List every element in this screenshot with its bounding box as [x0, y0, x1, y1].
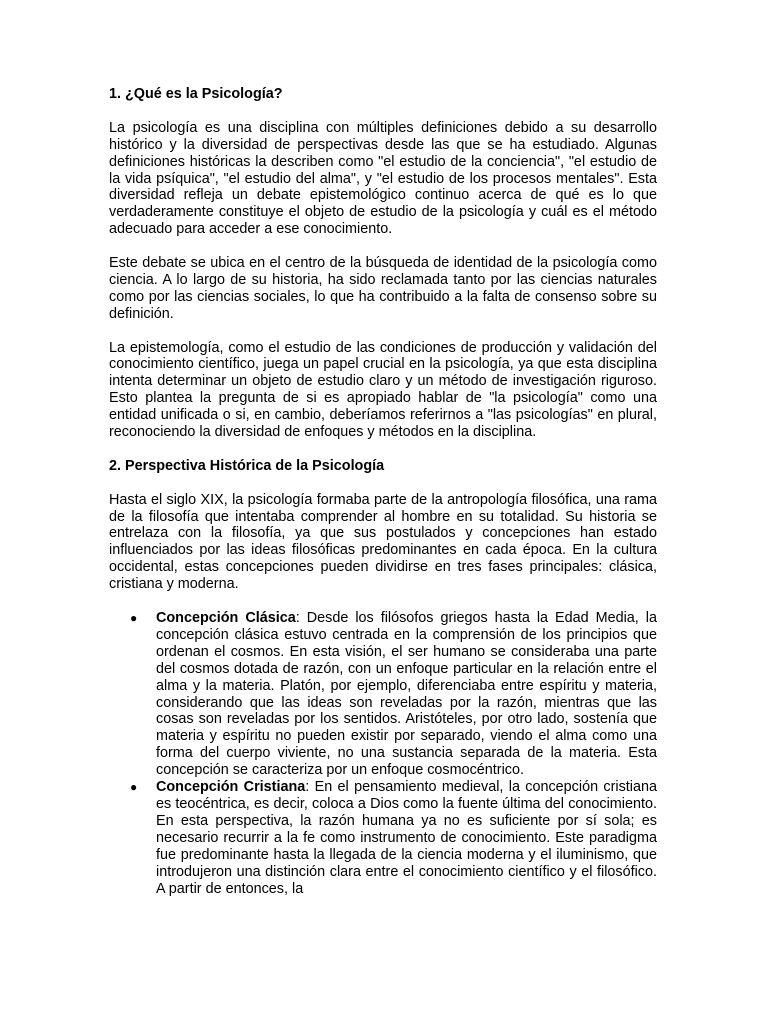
spacer: [109, 103, 657, 120]
section-2-heading: 2. Perspectiva Histórica de la Psicología: [109, 457, 385, 474]
section-1-paragraph-3: La epistemología, como el estudio de las condiciones de producción y validación del conocimiento científico, juega un papel crucial en la psicología, ya que esta disciplina intenta determinar un objeto de estudio claro y un método de investigación riguroso. Esto plantea la pregunta de si es apropiado hablar de "la psicología" como una entidad unificada o si, en cambio, deberíamos referirnos a "las psicologías" en plural, reconociendo la diversidad de enfoques y métodos en la disciplina.: [109, 339, 657, 441]
phases-list: [109, 610, 657, 897]
bullet-icon: ●: [130, 780, 138, 795]
section-2-paragraph-1: Hasta el siglo XIX, la psicología formaba parte de la antropología filosófica, una rama de la filosofía que intentaba comprender al hombre en su totalidad. Su historia se entrelaza con la filosofía, ya que sus postulados y concepciones han estado influenciados por las ideas filosóficas predominantes en cada época. En la cultura occidental, estas concepciones pueden dividirse en tres fases principales: clásica, cristiana y moderna.: [109, 491, 657, 593]
document-page: [109, 86, 657, 897]
list-item-term: Concepción Cristiana: [156, 779, 306, 796]
spacer: [109, 593, 657, 610]
section-1-paragraph-1: La psicología es una disciplina con múltiples definiciones debido a su desarrollo histórico y la diversidad de perspectivas desde las que se ha estudiado. Algunas definiciones históricas la describen como "el estudio de la conciencia", "el estudio de la vida psíquica", "el estudio del alma", y "el estudio de los procesos mentales". Esta diversidad refleja un debate epistemológico continuo acerca de qué es lo que verdaderamente constituye el objeto de estudio de la psicología y cuál es el método adecuado para acceder a ese conocimiento.: [109, 119, 657, 238]
list-item-term: Concepción Clásica: [156, 610, 296, 626]
spacer: [109, 323, 657, 340]
spacer: [109, 475, 657, 492]
list-item-classical: [109, 610, 657, 779]
list-item-text: : En el pensamiento medieval, la concepción cristiana es teocéntrica, es decir, coloca a Dios como la fuente última del conocimiento. En esta perspectiva, la razón humana ya no es suficiente por sí sola; es necesario recurrir a la fe como instrumento de conocimiento. Este paradigma fue predominante hasta la llegada de la ciencia moderna y el iluminismo, que introdujeron una distinción clara entre el conocimiento científico y el filosófico. A partir de entonces, la: [156, 779, 658, 897]
bullet-icon: ●: [130, 611, 138, 625]
spacer: [109, 238, 657, 255]
section-1-paragraph-2: Este debate se ubica en el centro de la búsqueda de identidad de la psicología como ciencia. A lo largo de su historia, ha sido reclamada tanto por las ciencias naturales como por las ciencias sociales, lo que ha contribuido a la falta de consenso sobre su definición.: [109, 255, 657, 322]
spacer: [109, 441, 657, 458]
list-item-christian: [109, 779, 657, 897]
list-item-text: : Desde los filósofos griegos hasta la Edad Media, la concepción clásica estuvo centrada en la comprensión de los principios que ordenan el cosmos. En esta visión, el ser humano se consideraba una parte del cosmos dotada de razón, con un enfoque particular en la relación entre el alma y la materia. Platón, por ejemplo, diferenciaba entre espíritu y materia, considerando que las ideas son reveladas por la razón, mientras que las cosas son reveladas por los sentidos. Aristóteles, por otro lado, sostenía que materia y espíritu no pueden existir por separado, viendo el alma como una forma del cuerpo viviente, no una sustancia separada de la materia. Esta concepción se caracteriza por un enfoque cosmocéntrico.: [156, 610, 657, 779]
section-1-heading: 1. ¿Qué es la Psicología?: [109, 86, 283, 102]
